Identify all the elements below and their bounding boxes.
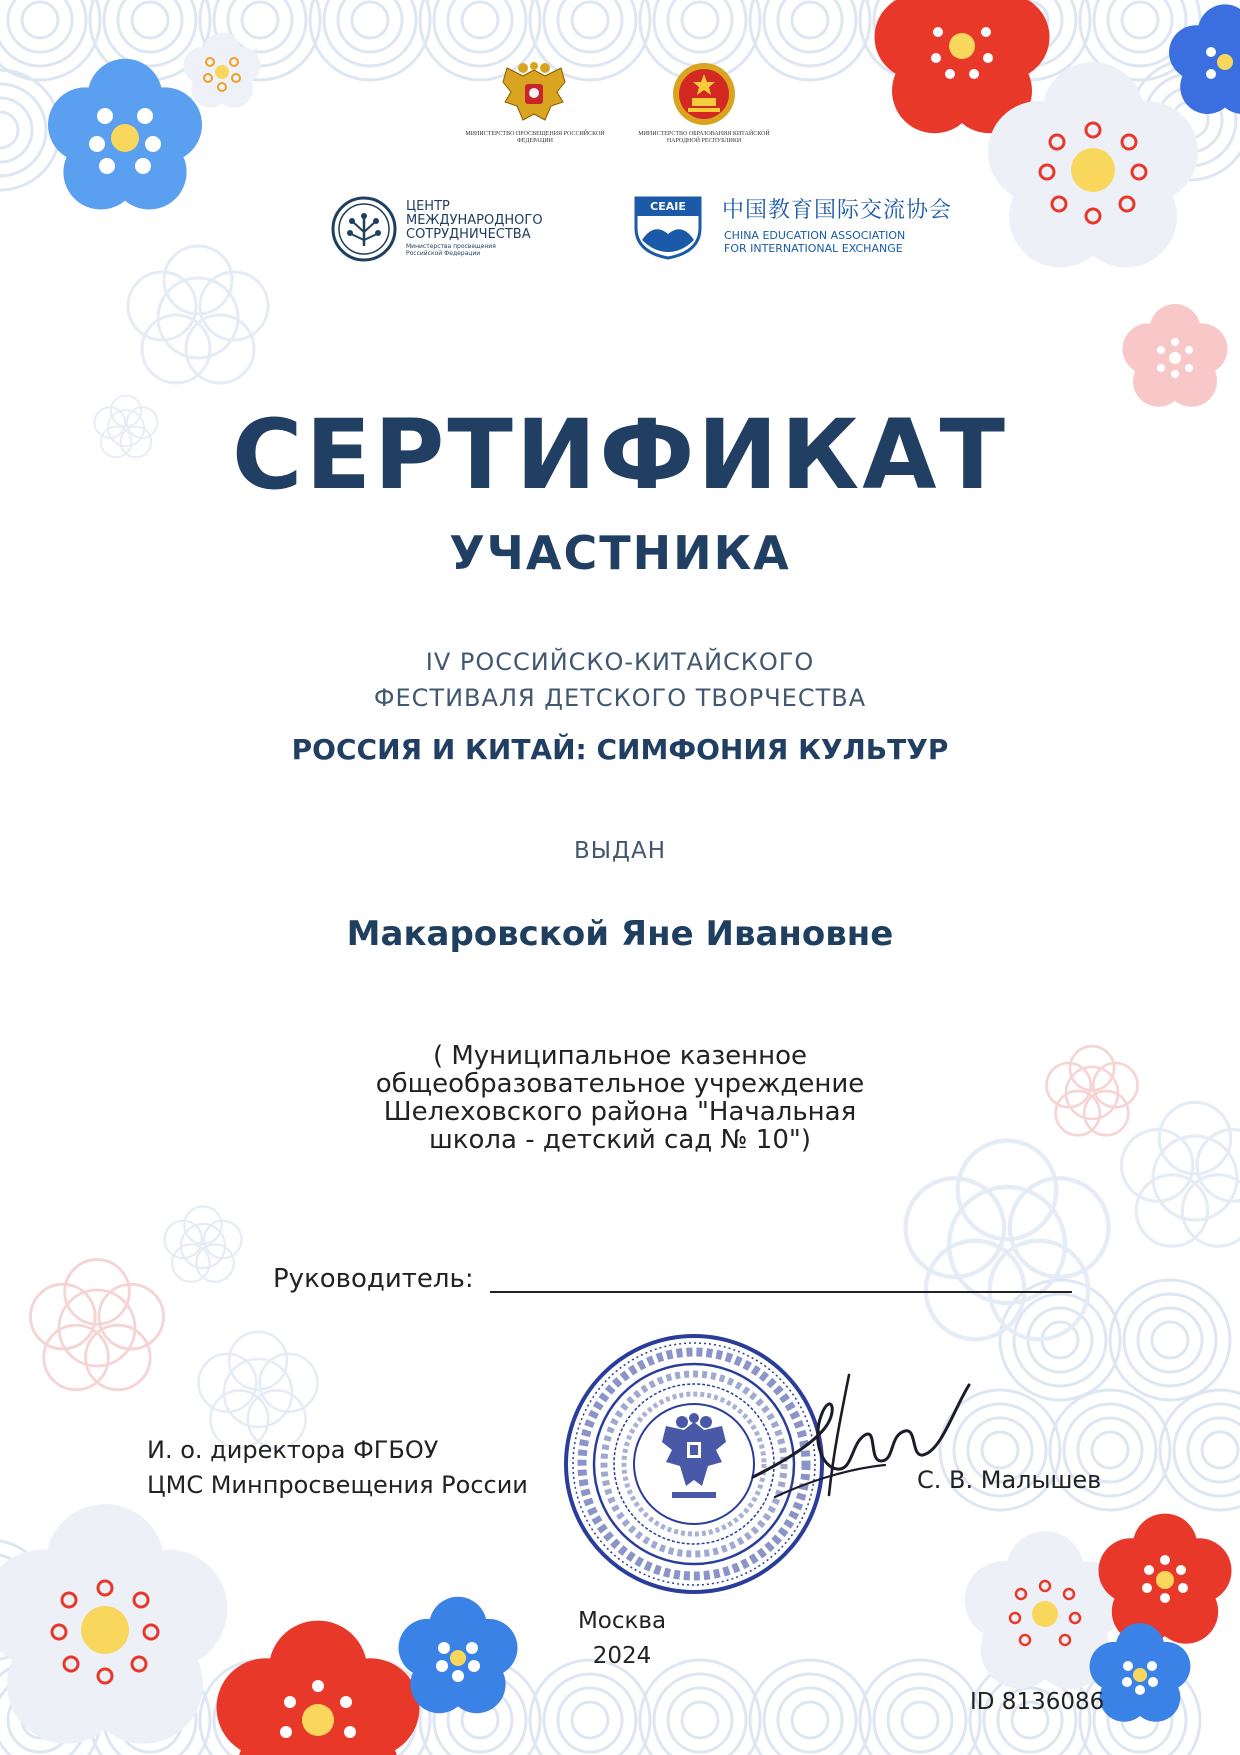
recipient-name: Макаровской Яне Ивановне xyxy=(346,914,894,954)
ministry-china-label: МИНИСТЕРСТВО ОБРАЗОВАНИЯ КИТАЙСКОЙ НАРОДНОЙ РЕСПУБЛИКИ xyxy=(638,131,770,144)
certificate-id: ID 8136086 xyxy=(970,1689,1105,1715)
event-line-2: ФЕСТИВАЛЯ ДЕТСКОГО ТВОРЧЕСТВА xyxy=(373,684,867,712)
ceaie-badge-text: CEAIE xyxy=(650,200,686,213)
year-label: 2024 xyxy=(592,1643,652,1669)
organization-line: школа - детский сад № 10") xyxy=(428,1125,811,1155)
event-line-1: IV РОССИЙСКО-КИТАЙСКОГО xyxy=(425,648,815,676)
organization-line: ( Муниципальное казенное xyxy=(432,1041,808,1071)
city-label: Москва xyxy=(577,1608,667,1634)
ceaie-english-line2: FOR INTERNATIONAL EXCHANGE xyxy=(724,242,903,255)
cms-logo-line3: СОТРУДНИЧЕСТВА xyxy=(406,227,531,242)
ceaie-chinese-name: 中国教育国际交流协会 xyxy=(722,198,953,223)
issued-label: ВЫДАН xyxy=(573,838,667,864)
certificate-title: СЕРТИФИКАТ xyxy=(231,399,1008,511)
ministry-russia-label: МИНИСТЕРСТВО ПРОСВЕЩЕНИЯ РОССИЙСКОЙ ФЕДЕРАЦИИ xyxy=(465,131,605,144)
cms-logo-line1: ЦЕНТР xyxy=(406,199,450,214)
signer-name: С. В. Малышев xyxy=(917,1466,1102,1494)
supervisor-label: Руководитель: xyxy=(273,1264,474,1294)
ceaie-english-line1: CHINA EDUCATION ASSOCIATION xyxy=(724,229,906,242)
director-title-line2: ЦМС Минпросвещения России xyxy=(147,1471,528,1499)
supervisor-signature-line xyxy=(490,1291,1072,1293)
cms-logo-sub2: Российской Федерации xyxy=(406,250,481,257)
organization-line: Шелеховского района "Начальная xyxy=(383,1097,857,1127)
cms-logo-sub1: Министерства просвещения xyxy=(406,243,496,250)
cms-tree-logo-icon xyxy=(331,196,397,262)
cms-logo-line2: МЕЖДУНАРОДНОГО xyxy=(406,213,543,228)
certificate-subtitle: УЧАСТНИКА xyxy=(449,526,791,580)
director-title-line1: И. о. директора ФГБОУ xyxy=(147,1436,439,1464)
organization-name xyxy=(0,1042,1240,1154)
chinese-national-emblem-icon xyxy=(670,60,738,128)
event-name: РОССИЯ И КИТАЙ: СИМФОНИЯ КУЛЬТУР xyxy=(291,733,949,766)
russian-coat-of-arms-icon xyxy=(493,62,575,128)
organization-line: общеобразовательное учреждение xyxy=(375,1069,865,1099)
